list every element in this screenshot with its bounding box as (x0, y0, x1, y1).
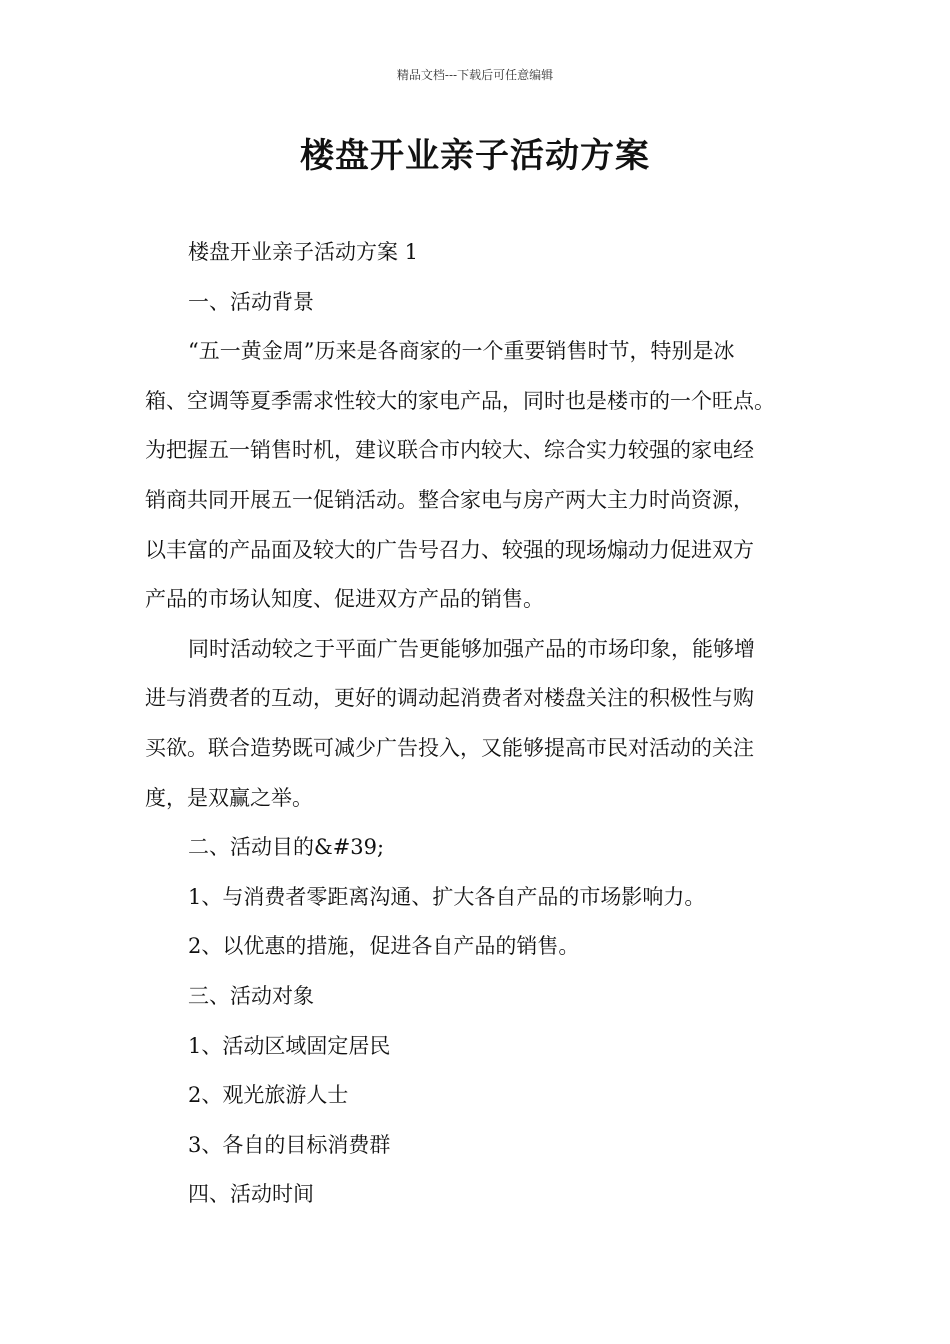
body-line: 2、以优惠的措施，促进各自产品的销售。 (188, 934, 580, 959)
body-line: 销商共同开展五一促销活动。整合家电与房产两大主力时尚资源， (145, 487, 754, 512)
body-line: 以丰富的产品面及较大的广告号召力、较强的现场煽动力促进双方 (145, 537, 754, 562)
body-line: 同时活动较之于平面广告更能够加强产品的市场印象，能够增 (188, 636, 755, 661)
body-line: 3、各自的目标消费群 (188, 1132, 391, 1157)
body-line: 楼盘开业亲子活动方案 1 (188, 240, 419, 264)
body-line: “五一黄金周”历来是各商家的一个重要销售时节，特别是冰 (188, 339, 735, 364)
header-note: 精品文档---下载后可任意编辑 (396, 68, 554, 82)
body-line: 四、活动时间 (188, 1182, 314, 1207)
body-line: 2、观光旅游人士 (188, 1083, 349, 1108)
body-line: 1、活动区域固定居民 (188, 1033, 391, 1058)
body-line: 产品的市场认知度、促进双方产品的销售。 (145, 587, 544, 612)
body-line: 度，是双赢之举。 (145, 785, 313, 810)
body-line: 为把握五一销售时机，建议联合市内较大、综合实力较强的家电经 (145, 438, 754, 463)
document-body (145, 232, 810, 1224)
body-line: 买欲。联合造势既可减少广告投入，又能够提高市民对活动的关注 (145, 735, 754, 760)
body-line: 1、与消费者零距离沟通、扩大各自产品的市场影响力。 (188, 884, 706, 909)
body-line: 三、活动对象 (188, 983, 314, 1008)
body-line: 箱、空调等夏季需求性较大的家电产品，同时也是楼市的一个旺点。 (145, 388, 775, 413)
body-line: 二、活动目的&#39; (188, 835, 385, 860)
body-line: 一、活动背景 (188, 289, 314, 314)
body-line: 进与消费者的互动，更好的调动起消费者对楼盘关注的积极性与购 (145, 686, 754, 711)
document-title: 楼盘开业亲子活动方案 (300, 136, 650, 176)
